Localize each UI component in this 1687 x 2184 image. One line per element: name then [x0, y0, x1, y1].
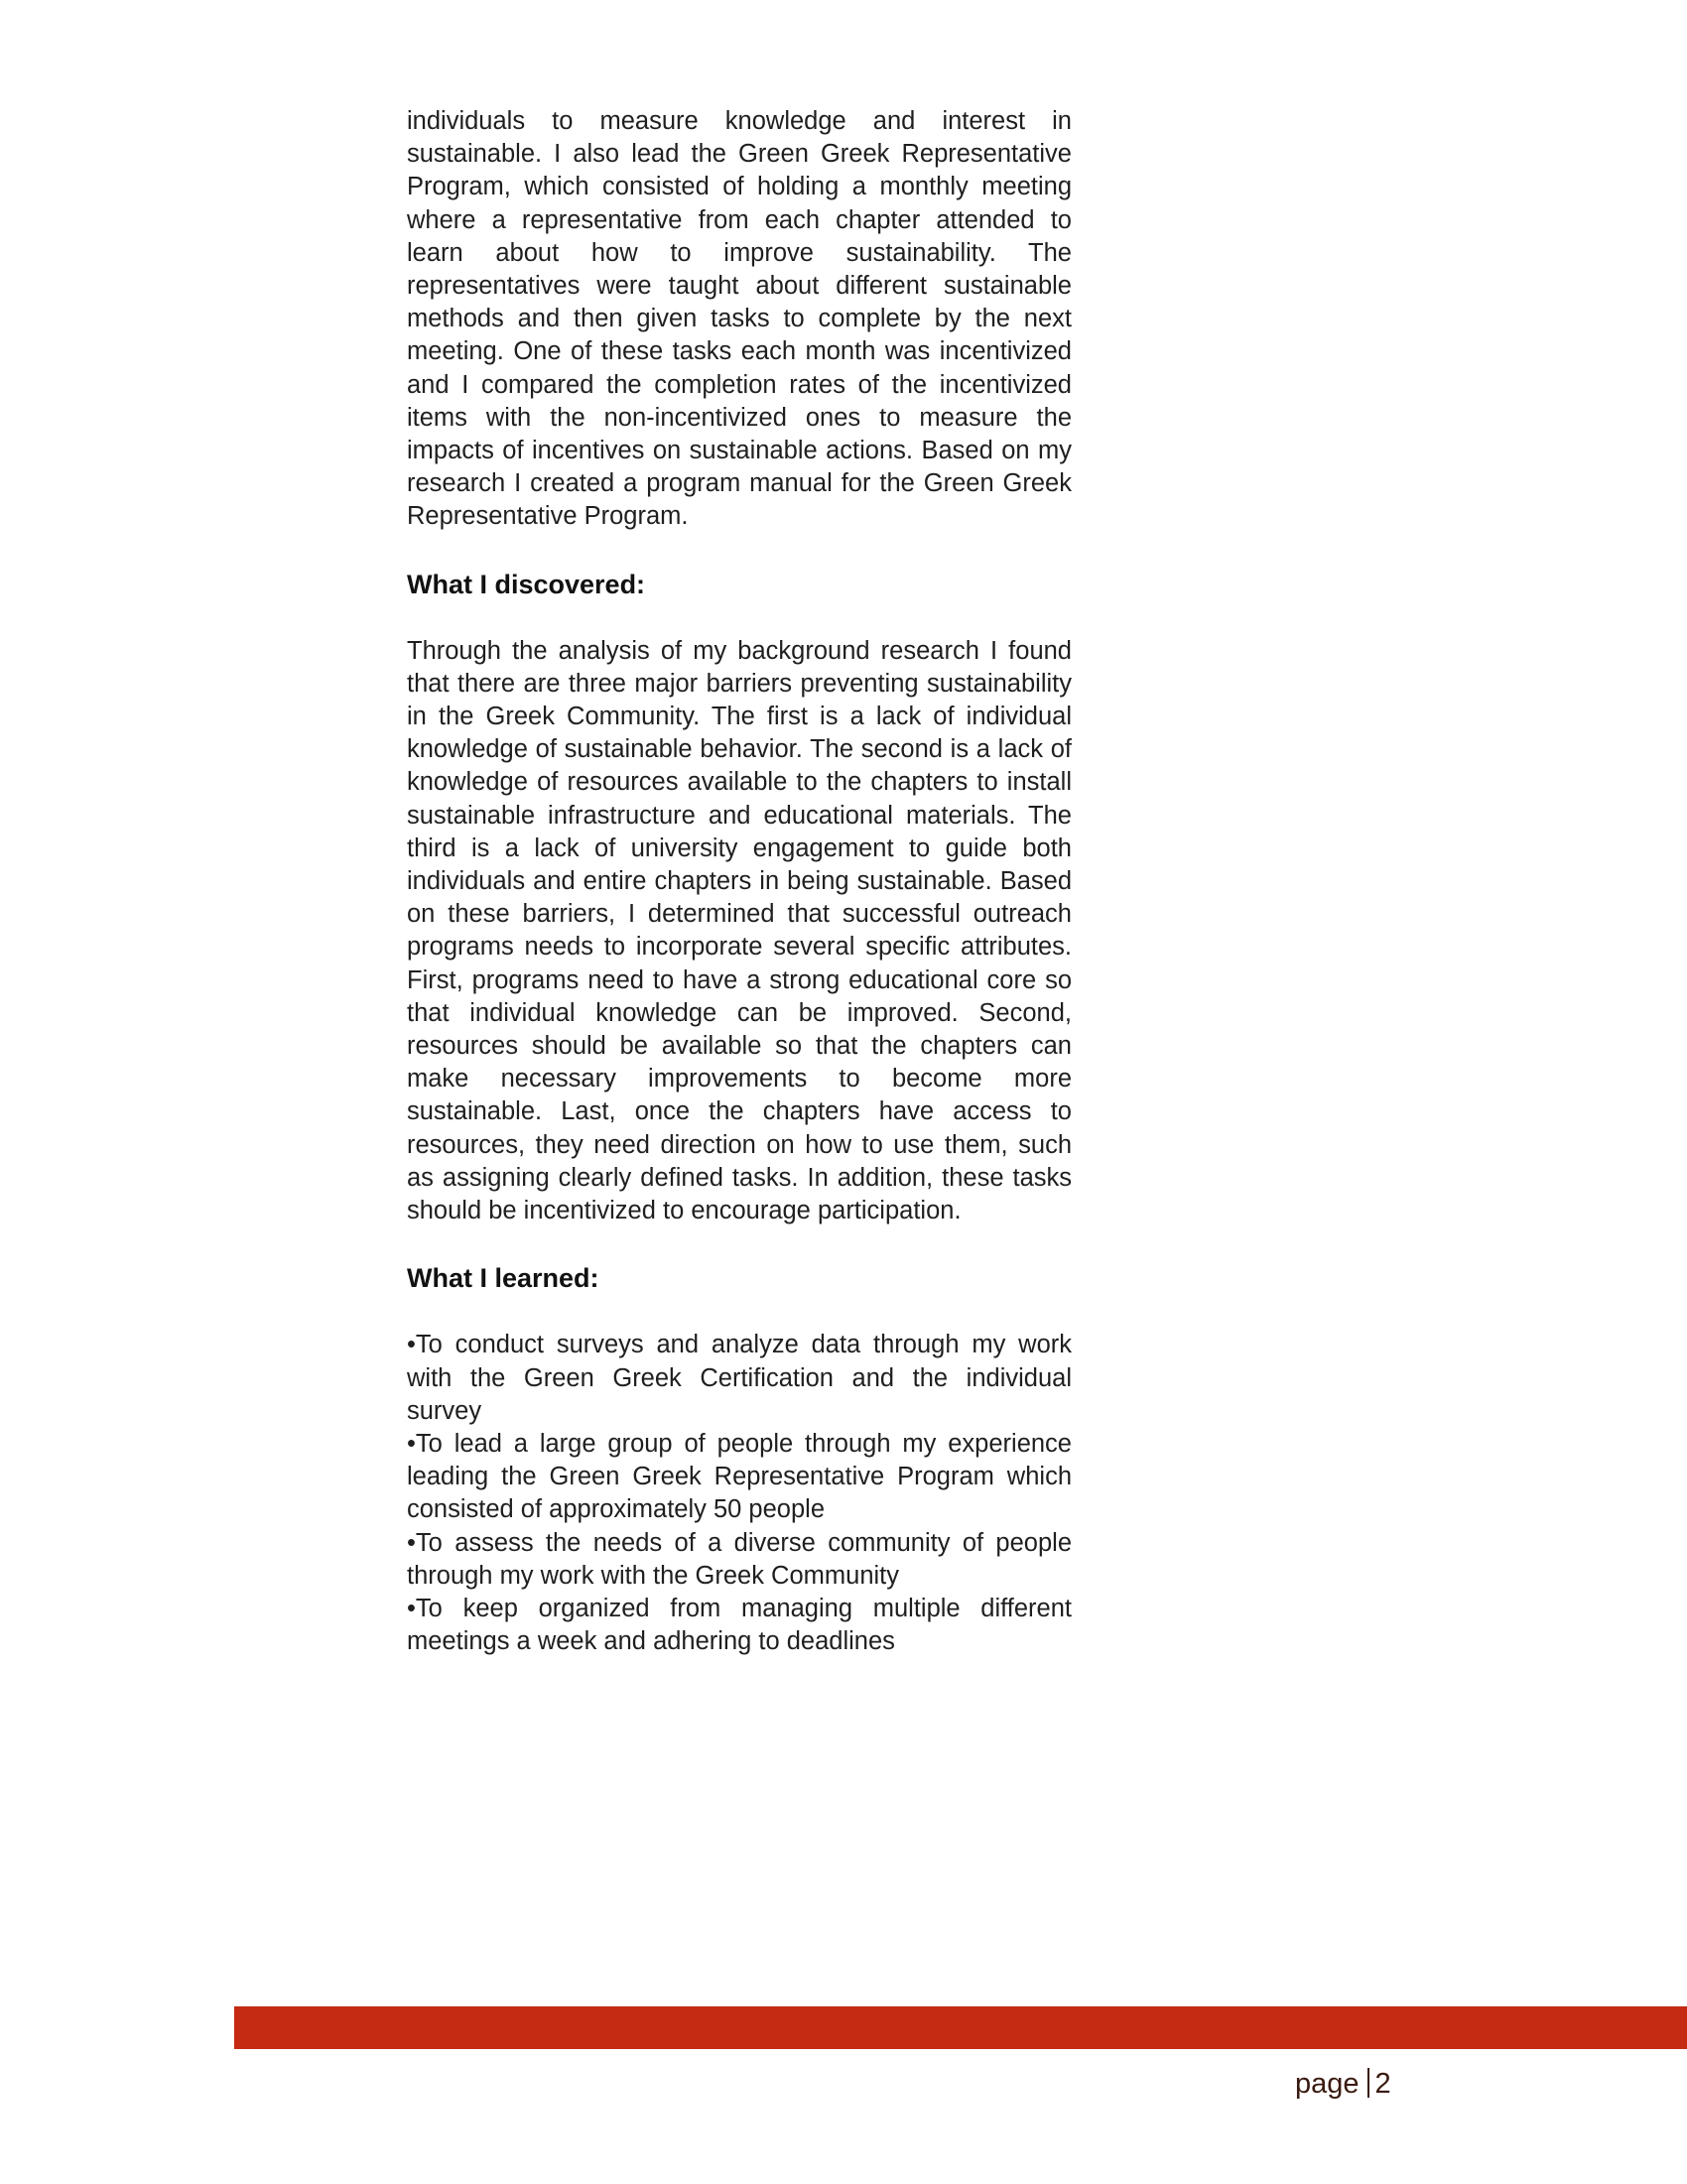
learned-heading: What I learned: — [407, 1263, 599, 1294]
list-item: •To conduct surveys and analyze data through my work with the Green Greek Certification and the individual survey — [407, 1331, 1072, 1425]
list-item: •To keep organized from managing multiple different meetings a week and adhering to deadlines — [407, 1594, 1072, 1656]
page-label: page — [1295, 2068, 1360, 2100]
learned-list — [407, 1329, 1072, 1658]
list-item: •To lead a large group of people through my experience leading the Green Greek Representative Program which consisted of approximately 50 people — [407, 1429, 1072, 1524]
list-item: •To assess the needs of a diverse community of people through my work with the Greek Community — [407, 1528, 1072, 1590]
discovered-paragraph: Through the analysis of my background research I found that there are three major barriers preventing sustainability in the Greek Community. The first is a lack of individual knowledge of sustainable behavior. The second is a lack of knowledge of resources available to the chapters to install sustainable infrastructure and educational materials. The third is a lack of university engagement to guide both individuals and entire chapters in being sustainable. Based on these barriers, I determined that successful outreach programs needs to incorporate several specific attributes. First, programs need to have a strong educational core so that individual knowledge can be improved. Second, resources should be available so that the chapters can make necessary improvements to become more sustainable. Last, once the chapters have access to resources, they need direction on how to use them, such as assigning clearly defined tasks. In addition, these tasks should be incentivized to encourage participation. — [407, 636, 1072, 1225]
document-body — [407, 105, 1072, 1658]
footer-bar — [234, 2006, 1687, 2049]
intro-paragraph: individuals to measure knowledge and interest in sustainable. I also lead the Green Greek Representative Program, which consisted of holding a monthly meeting where a representative from each chapter attended to learn about how to improve sustainability. The representatives were taught about different sustainable methods and then given tasks to complete by the next meeting. One of these tasks each month was incentivized and I compared the completion rates of the incentivized items with the non-incentivized ones to measure the impacts of incentives on sustainable actions. Based on my research I created a program manual for the Green Greek Representative Program. — [407, 107, 1072, 531]
discovered-heading: What I discovered: — [407, 569, 646, 599]
page-number-value: 2 — [1374, 2068, 1391, 2100]
page-number — [1295, 2068, 1391, 2101]
page-separator — [1367, 2068, 1369, 2098]
